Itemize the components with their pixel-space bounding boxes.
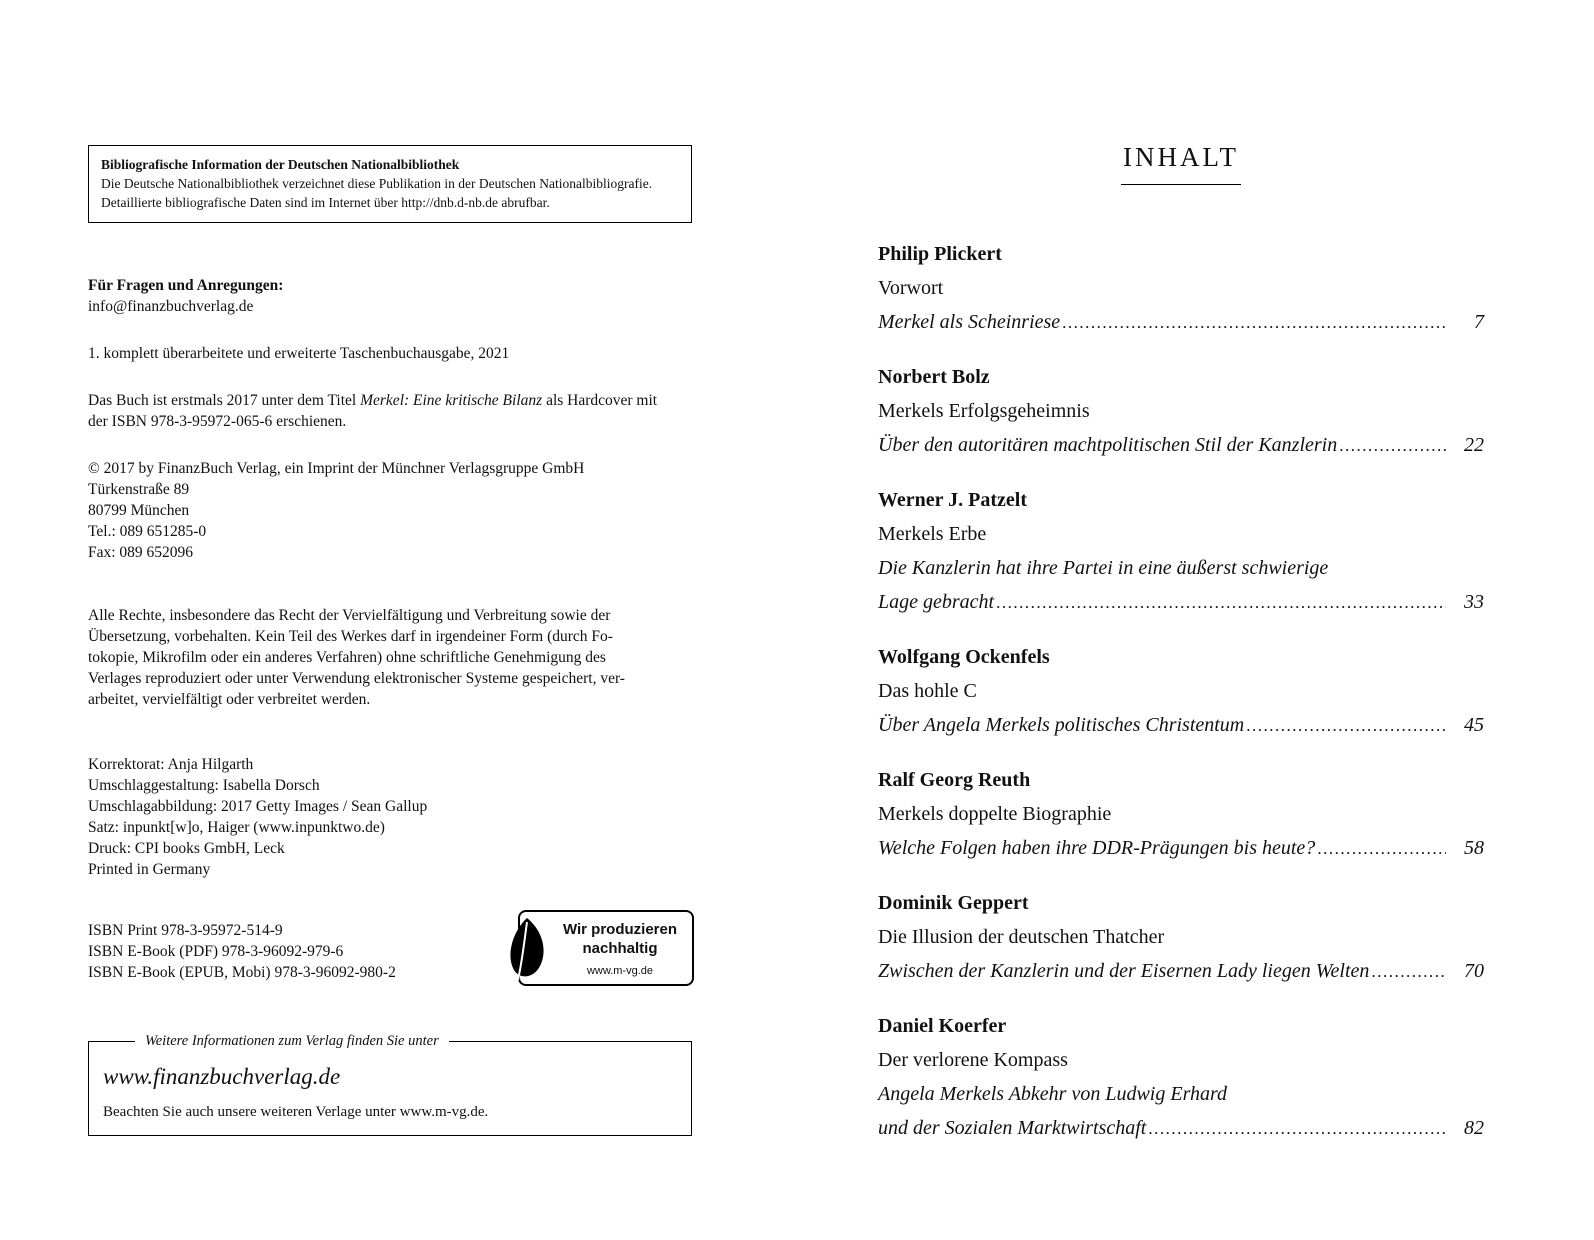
toc-entry-subtitle-line bbox=[878, 1111, 1484, 1146]
contact-heading: Für Fragen und Anregungen: bbox=[88, 277, 284, 294]
toc-entry-title: Vorwort bbox=[878, 277, 944, 299]
toc-entry-subtitle-first-line: Angela Merkels Abkehr von Ludwig Erhard bbox=[878, 1083, 1228, 1105]
toc-entry-subtitle-line bbox=[878, 428, 1484, 463]
first-publication bbox=[88, 390, 692, 432]
toc-entry bbox=[878, 483, 1484, 620]
rights-line: Verlages reproduziert oder unter Verwendung elektronischer Systeme gespeichert, ver- bbox=[88, 670, 625, 687]
dot-leader bbox=[1146, 1112, 1446, 1146]
dot-leader bbox=[1337, 429, 1446, 463]
toc-entry-subtitle: Merkel als Scheinriese bbox=[878, 311, 1061, 333]
edition-line: 1. komplett überarbeitete und erweiterte Taschenbuchausgabe, 2021 bbox=[88, 345, 510, 362]
credit-line: Umschlagabbildung: 2017 Getty Images / Sean Gallup bbox=[88, 798, 428, 815]
rights-line: Übersetzung, vorbehalten. Kein Teil des Werkes darf in irgendeiner Form (durch Fo- bbox=[88, 628, 613, 645]
eco-badge-line1: Wir produzieren bbox=[562, 921, 678, 938]
toc-entry-author: Daniel Koerfer bbox=[878, 1015, 1007, 1037]
leaf-icon bbox=[504, 916, 550, 984]
toc-entry-page-number: 70 bbox=[1464, 960, 1484, 982]
toc-entry bbox=[878, 1009, 1484, 1146]
credit-line: Satz: inpunkt[w]o, Haiger (www.inpunktwo.de) bbox=[88, 819, 385, 836]
bib-box-line: Detaillierte bibliografische Daten sind im Internet über http://dnb.d-nb.de abrufbar. bbox=[101, 195, 550, 210]
toc-entry bbox=[878, 360, 1484, 463]
toc-entry-author: Ralf Georg Reuth bbox=[878, 769, 1031, 791]
eco-badge-line2: nachhaltig bbox=[582, 940, 658, 957]
toc-entry-page-number: 58 bbox=[1464, 837, 1484, 859]
bibliographic-info-box bbox=[88, 145, 692, 223]
rights-line: arbeitet, vervielfältigt oder verbreitet werden. bbox=[88, 691, 371, 708]
first-publication-line1 bbox=[88, 390, 692, 411]
dot-leader bbox=[1369, 955, 1446, 989]
toc-entry-page-number: 82 bbox=[1464, 1117, 1484, 1139]
toc-entry-author: Werner J. Patzelt bbox=[878, 489, 1028, 511]
toc-entry-title: Merkels doppelte Biographie bbox=[878, 803, 1112, 825]
isbn-line: ISBN E-Book (PDF) 978-3-96092-979-6 bbox=[88, 943, 344, 960]
rights-paragraph bbox=[88, 605, 692, 710]
isbn-line: ISBN Print 978-3-95972-514-9 bbox=[88, 922, 283, 939]
dot-leader bbox=[1315, 832, 1446, 866]
toc-entry-subtitle: Über Angela Merkels politisches Christentum bbox=[878, 714, 1245, 736]
dot-leader bbox=[1060, 306, 1446, 340]
contact-block bbox=[88, 275, 692, 317]
toc-entry-title: Der verlorene Kompass bbox=[878, 1049, 1068, 1071]
dot-leader bbox=[1244, 709, 1446, 743]
toc-entry-author: Wolfgang Ockenfels bbox=[878, 646, 1050, 668]
toc-entry-subtitle-line bbox=[878, 954, 1484, 989]
toc-entry-title: Merkels Erbe bbox=[878, 523, 987, 545]
credit-line: Korrektorat: Anja Hilgarth bbox=[88, 756, 254, 773]
eco-badge bbox=[518, 910, 694, 986]
toc-entry bbox=[878, 640, 1484, 743]
publisher-website: www.finanzbuchverlag.de bbox=[103, 1064, 341, 1089]
toc-entry-subtitle: Lage gebracht bbox=[878, 591, 995, 613]
toc-heading-wrap bbox=[878, 142, 1484, 185]
first-publication-line2: der ISBN 978-3-95972-065-6 erschienen. bbox=[88, 413, 347, 430]
publisher-footer-box bbox=[88, 1033, 692, 1136]
bib-box-line: Die Deutsche Nationalbibliothek verzeichnet diese Publikation in der Deutschen Nationalbibliografie. bbox=[101, 176, 653, 191]
publisher-tel: Tel.: 089 651285-0 bbox=[88, 523, 207, 540]
toc-entry-subtitle: Über den autoritären machtpolitischen Stil der Kanzlerin bbox=[878, 434, 1338, 456]
toc-entry-title: Merkels Erfolgsgeheimnis bbox=[878, 400, 1090, 422]
toc-entry bbox=[878, 763, 1484, 866]
publisher-street: Türkenstraße 89 bbox=[88, 481, 190, 498]
toc-entry bbox=[878, 237, 1484, 340]
bib-box-title: Bibliografische Information der Deutschen Nationalbibliothek bbox=[101, 157, 460, 172]
toc-entry-title: Das hohle C bbox=[878, 680, 977, 702]
toc-entry-subtitle: und der Sozialen Marktwirtschaft bbox=[878, 1117, 1147, 1139]
toc-entry-subtitle: Welche Folgen haben ihre DDR-Prägungen bis heute? bbox=[878, 837, 1316, 859]
toc-entry-title: Die Illusion der deutschen Thatcher bbox=[878, 926, 1165, 948]
dot-leader bbox=[994, 586, 1446, 620]
original-title-italic: Merkel: Eine kritische Bilanz bbox=[360, 392, 543, 409]
rights-line: tokopie, Mikrofilm oder ein anderes Verfahren) ohne schriftliche Genehmigung des bbox=[88, 649, 606, 666]
toc-heading: INHALT bbox=[1121, 142, 1241, 185]
credit-line: Druck: CPI books GmbH, Leck bbox=[88, 840, 285, 857]
eco-badge-text bbox=[554, 920, 686, 982]
toc-entry-subtitle-line bbox=[878, 305, 1484, 340]
isbn-line: ISBN E-Book (EPUB, Mobi) 978-3-96092-980-2 bbox=[88, 964, 396, 981]
eco-badge-url: www.m-vg.de bbox=[586, 965, 654, 977]
toc-entry-subtitle-line bbox=[878, 585, 1484, 620]
toc-entry-subtitle-line bbox=[878, 708, 1484, 743]
first-publication-post: als Hardcover mit bbox=[542, 392, 658, 409]
toc-entry-page-number: 45 bbox=[1464, 714, 1484, 736]
toc-entry-page-number: 33 bbox=[1464, 591, 1484, 613]
toc-entry-subtitle-first-line: Die Kanzlerin hat ihre Partei in eine äußerst schwierige bbox=[878, 557, 1329, 579]
toc-entry-page-number: 7 bbox=[1474, 311, 1484, 333]
publisher-address bbox=[88, 458, 692, 563]
toc-entry bbox=[878, 886, 1484, 989]
imprint-page bbox=[88, 145, 692, 1136]
credit-line: Umschlaggestaltung: Isabella Dorsch bbox=[88, 777, 320, 794]
first-publication-pre: Das Buch ist erstmals 2017 unter dem Titel bbox=[88, 392, 361, 409]
copyright-line: © 2017 by FinanzBuch Verlag, ein Imprint der Münchner Verlagsgruppe GmbH bbox=[88, 460, 585, 477]
toc-entries bbox=[878, 237, 1484, 1146]
toc-entry-author: Dominik Geppert bbox=[878, 892, 1029, 914]
credits-block bbox=[88, 754, 692, 880]
contact-email: info@finanzbuchverlag.de bbox=[88, 298, 254, 315]
publisher-city: 80799 München bbox=[88, 502, 190, 519]
toc-entry-page-number: 22 bbox=[1464, 434, 1484, 456]
toc-entry-subtitle: Zwischen der Kanzlerin und der Eisernen Lady liegen Welten bbox=[878, 960, 1370, 982]
footer-note: Beachten Sie auch unsere weiteren Verlage unter www.m-vg.de. bbox=[103, 1104, 489, 1120]
rights-line: Alle Rechte, insbesondere das Recht der Vervielfältigung und Verbreitung sowie der bbox=[88, 607, 611, 624]
footer-legend: Weitere Informationen zum Verlag finden Sie unter bbox=[135, 1032, 449, 1051]
publisher-fax: Fax: 089 652096 bbox=[88, 544, 194, 561]
toc-entry-author: Philip Plickert bbox=[878, 243, 1002, 265]
toc-entry-author: Norbert Bolz bbox=[878, 366, 990, 388]
toc-entry-subtitle-line bbox=[878, 831, 1484, 866]
toc-page bbox=[878, 142, 1484, 1166]
credit-line: Printed in Germany bbox=[88, 861, 211, 878]
